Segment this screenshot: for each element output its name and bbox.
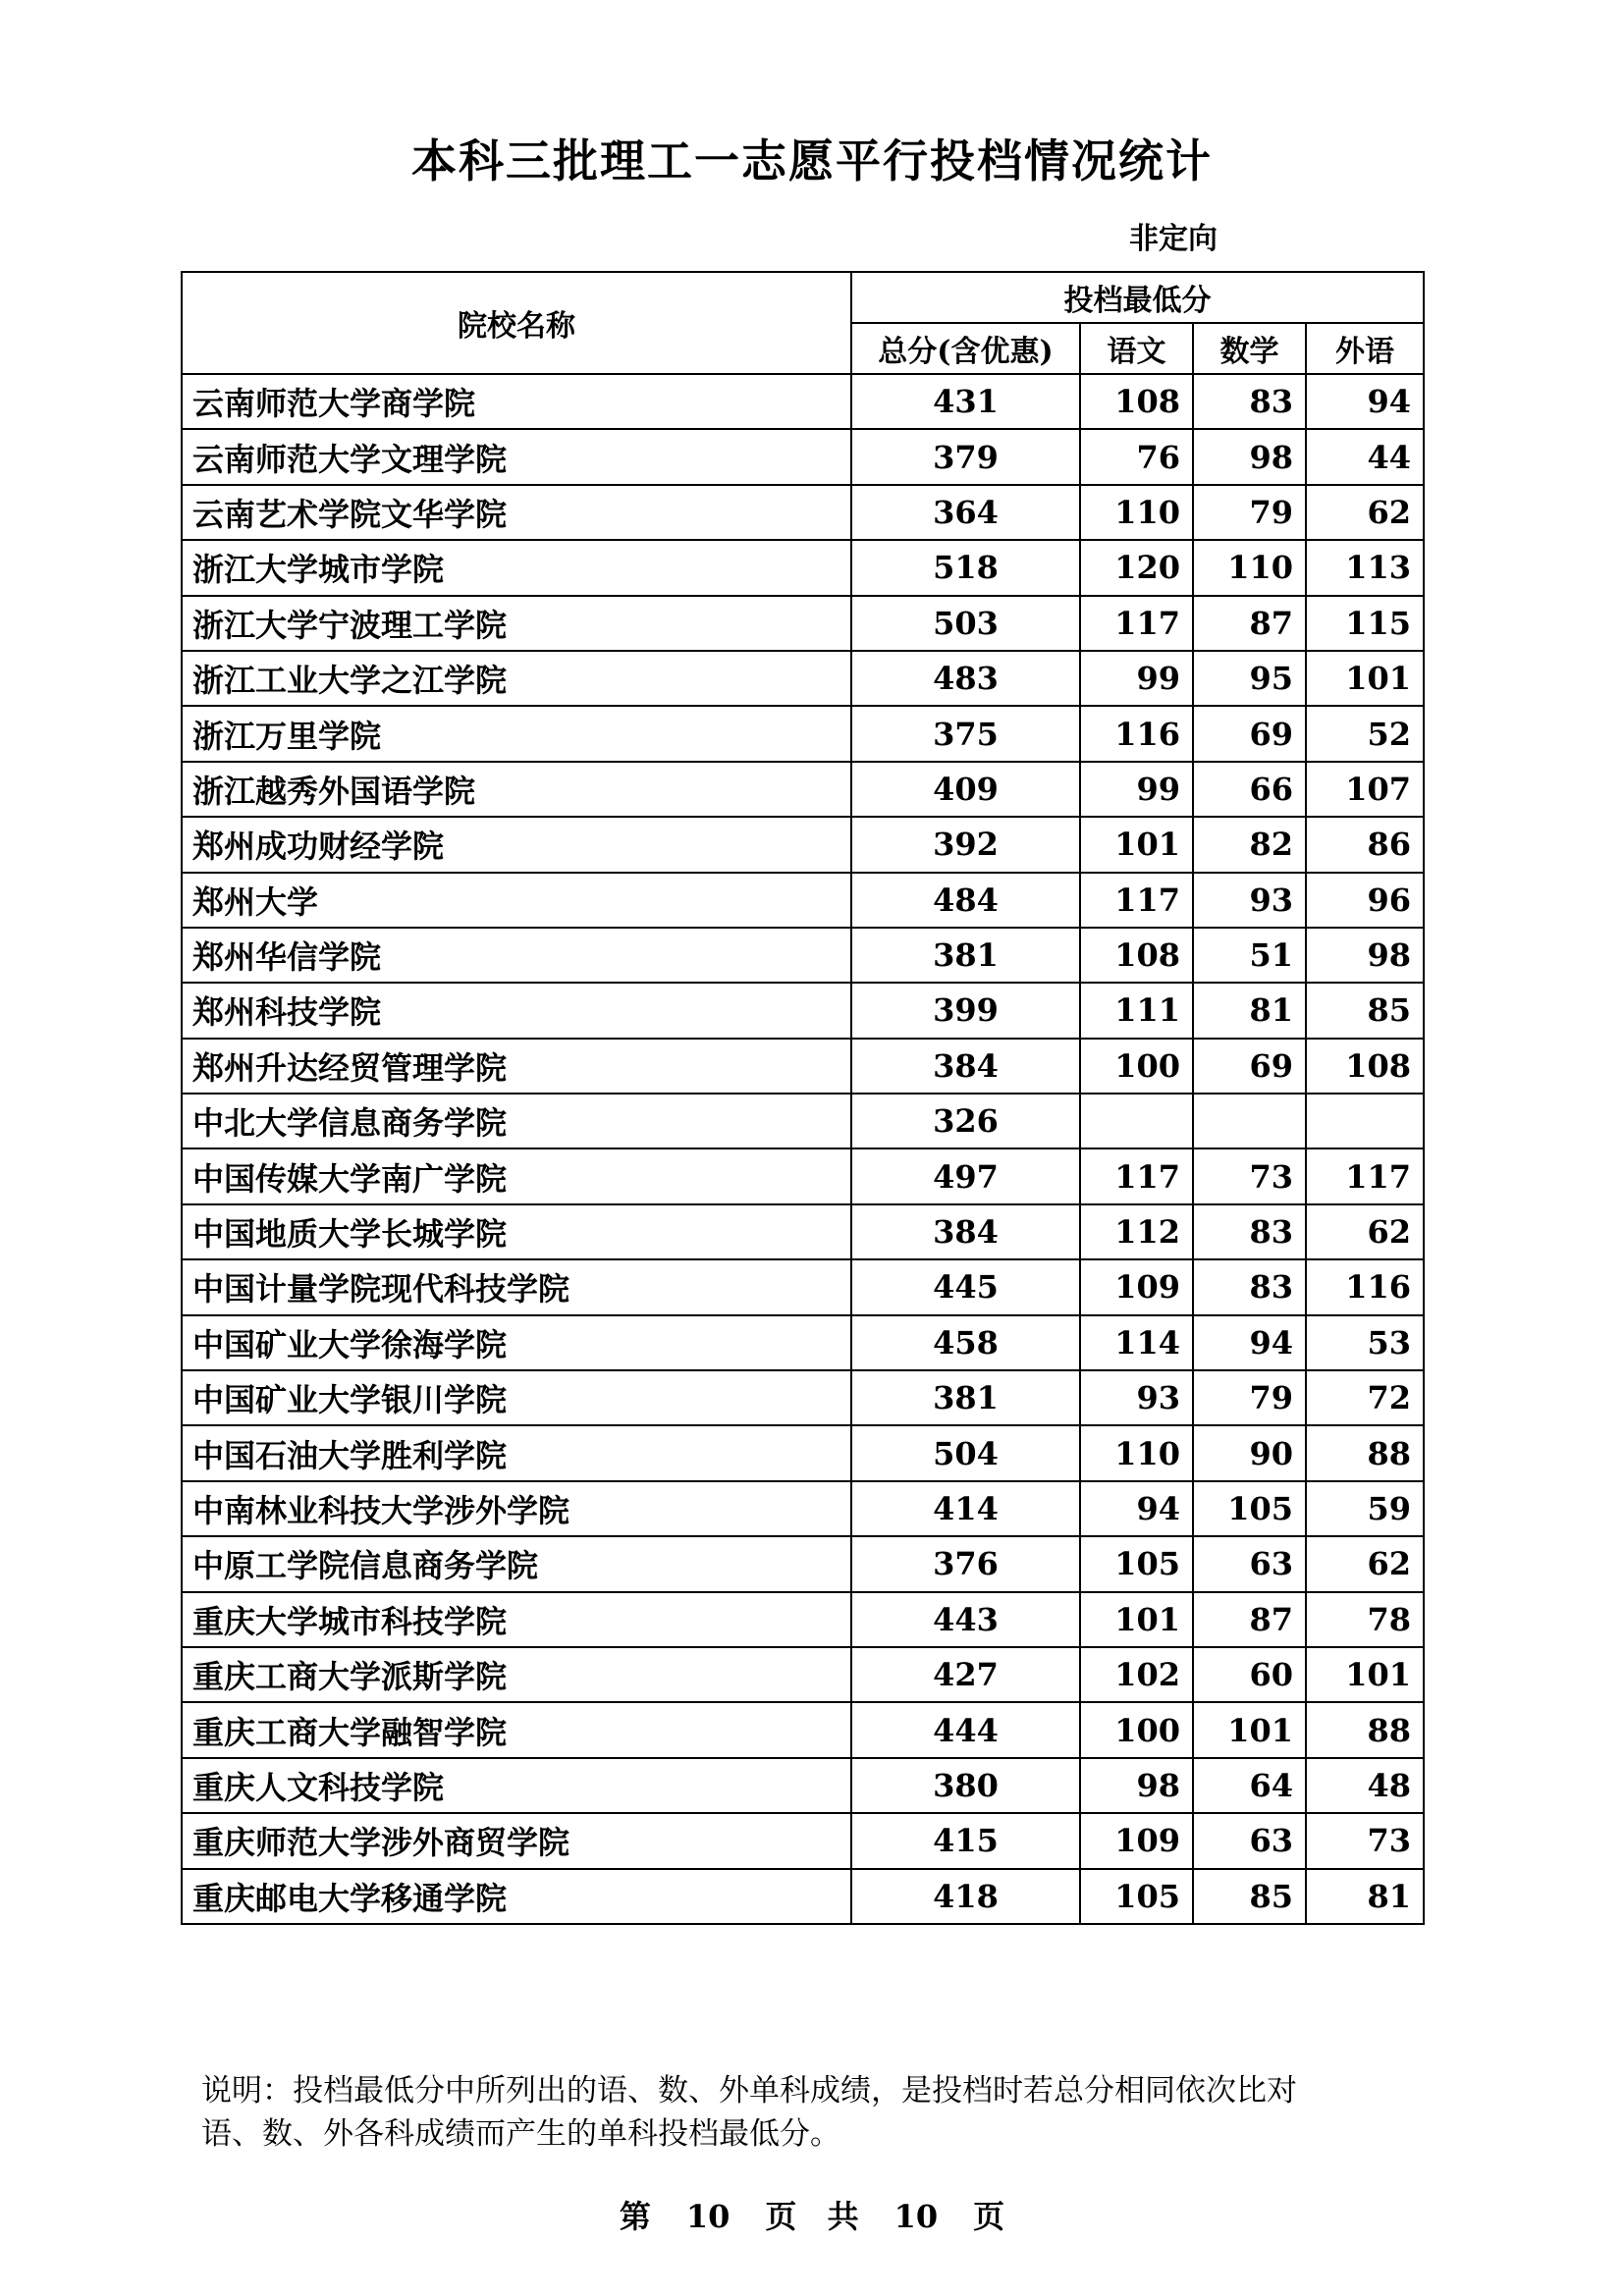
chinese-score-cell: 105 bbox=[1080, 1869, 1193, 1924]
total-score-cell: 381 bbox=[851, 1370, 1080, 1425]
page-footer bbox=[0, 2192, 1624, 2237]
math-score-cell: 66 bbox=[1193, 762, 1306, 817]
table-row bbox=[182, 1869, 1424, 1924]
english-score-cell: 107 bbox=[1306, 762, 1424, 817]
school-name-cell: 郑州大学 bbox=[182, 873, 851, 928]
total-score-cell: 381 bbox=[851, 928, 1080, 983]
school-name-cell: 郑州升达经贸管理学院 bbox=[182, 1039, 851, 1094]
math-score-cell: 87 bbox=[1193, 596, 1306, 651]
math-score-cell: 63 bbox=[1193, 1536, 1306, 1591]
english-score-cell: 116 bbox=[1306, 1259, 1424, 1314]
chinese-score-cell: 99 bbox=[1080, 651, 1193, 706]
school-name-cell: 郑州成功财经学院 bbox=[182, 817, 851, 872]
chinese-score-cell bbox=[1080, 1094, 1193, 1148]
school-name-cell: 云南师范大学文理学院 bbox=[182, 429, 851, 484]
table-row bbox=[182, 540, 1424, 595]
school-name-cell: 重庆工商大学融智学院 bbox=[182, 1702, 851, 1757]
table-row bbox=[182, 651, 1424, 706]
table-row bbox=[182, 1702, 1424, 1757]
math-score-cell: 90 bbox=[1193, 1425, 1306, 1480]
school-name-cell: 云南师范大学商学院 bbox=[182, 374, 851, 429]
table-row bbox=[182, 983, 1424, 1038]
english-score-cell: 96 bbox=[1306, 873, 1424, 928]
footer-page-number: 10 bbox=[685, 2198, 731, 2235]
math-score-cell: 83 bbox=[1193, 1259, 1306, 1314]
table-row bbox=[182, 1370, 1424, 1425]
footer-total-pages: 10 bbox=[893, 2198, 939, 2235]
school-name-cell: 云南艺术学院文华学院 bbox=[182, 485, 851, 540]
header-english: 外语 bbox=[1306, 323, 1424, 374]
chinese-score-cell: 76 bbox=[1080, 429, 1193, 484]
table-row bbox=[182, 374, 1424, 429]
footer-suffix: 页 bbox=[973, 2198, 1005, 2235]
total-score-cell: 376 bbox=[851, 1536, 1080, 1591]
chinese-score-cell: 117 bbox=[1080, 1148, 1193, 1203]
math-score-cell: 51 bbox=[1193, 928, 1306, 983]
math-score-cell: 83 bbox=[1193, 374, 1306, 429]
english-score-cell: 59 bbox=[1306, 1481, 1424, 1536]
school-name-cell: 中国地质大学长城学院 bbox=[182, 1204, 851, 1259]
math-score-cell: 87 bbox=[1193, 1592, 1306, 1647]
total-score-cell: 418 bbox=[851, 1869, 1080, 1924]
english-score-cell: 62 bbox=[1306, 1536, 1424, 1591]
math-score-cell: 73 bbox=[1193, 1148, 1306, 1203]
math-score-cell: 81 bbox=[1193, 983, 1306, 1038]
total-score-cell: 483 bbox=[851, 651, 1080, 706]
total-score-cell: 380 bbox=[851, 1758, 1080, 1813]
total-score-cell: 379 bbox=[851, 429, 1080, 484]
math-score-cell: 63 bbox=[1193, 1813, 1306, 1868]
math-score-cell: 105 bbox=[1193, 1481, 1306, 1536]
english-score-cell: 88 bbox=[1306, 1702, 1424, 1757]
total-score-cell: 504 bbox=[851, 1425, 1080, 1480]
school-name-cell: 重庆工商大学派斯学院 bbox=[182, 1647, 851, 1702]
total-score-cell: 503 bbox=[851, 596, 1080, 651]
english-score-cell: 117 bbox=[1306, 1148, 1424, 1203]
total-score-cell: 326 bbox=[851, 1094, 1080, 1148]
school-name-cell: 中国传媒大学南广学院 bbox=[182, 1148, 851, 1203]
table-row bbox=[182, 873, 1424, 928]
chinese-score-cell: 111 bbox=[1080, 983, 1193, 1038]
math-score-cell: 94 bbox=[1193, 1315, 1306, 1370]
table-row bbox=[182, 928, 1424, 983]
math-score-cell: 95 bbox=[1193, 651, 1306, 706]
table-row bbox=[182, 1259, 1424, 1314]
math-score-cell: 83 bbox=[1193, 1204, 1306, 1259]
english-score-cell: 44 bbox=[1306, 429, 1424, 484]
school-name-cell: 浙江大学城市学院 bbox=[182, 540, 851, 595]
english-score-cell: 62 bbox=[1306, 485, 1424, 540]
school-name-cell: 郑州科技学院 bbox=[182, 983, 851, 1038]
english-score-cell: 115 bbox=[1306, 596, 1424, 651]
english-score-cell: 48 bbox=[1306, 1758, 1424, 1813]
english-score-cell: 101 bbox=[1306, 1647, 1424, 1702]
table-row bbox=[182, 1813, 1424, 1868]
english-score-cell: 101 bbox=[1306, 651, 1424, 706]
math-score-cell: 98 bbox=[1193, 429, 1306, 484]
table-row bbox=[182, 1148, 1424, 1203]
table-row bbox=[182, 1204, 1424, 1259]
school-name-cell: 中北大学信息商务学院 bbox=[182, 1094, 851, 1148]
header-chinese: 语文 bbox=[1080, 323, 1193, 374]
total-score-cell: 443 bbox=[851, 1592, 1080, 1647]
english-score-cell: 113 bbox=[1306, 540, 1424, 595]
math-score-cell: 64 bbox=[1193, 1758, 1306, 1813]
page-title: 本科三批理工一志愿平行投档情况统计 bbox=[411, 134, 1213, 187]
chinese-score-cell: 105 bbox=[1080, 1536, 1193, 1591]
total-score-cell: 384 bbox=[851, 1039, 1080, 1094]
table-row bbox=[182, 1315, 1424, 1370]
total-score-cell: 399 bbox=[851, 983, 1080, 1038]
total-score-cell: 392 bbox=[851, 817, 1080, 872]
english-score-cell: 81 bbox=[1306, 1869, 1424, 1924]
english-score-cell: 53 bbox=[1306, 1315, 1424, 1370]
chinese-score-cell: 112 bbox=[1080, 1204, 1193, 1259]
chinese-score-cell: 109 bbox=[1080, 1259, 1193, 1314]
chinese-score-cell: 94 bbox=[1080, 1481, 1193, 1536]
chinese-score-cell: 101 bbox=[1080, 1592, 1193, 1647]
english-score-cell: 88 bbox=[1306, 1425, 1424, 1480]
total-score-cell: 375 bbox=[851, 706, 1080, 761]
total-score-cell: 427 bbox=[851, 1647, 1080, 1702]
chinese-score-cell: 114 bbox=[1080, 1315, 1193, 1370]
header-min-score-group: 投档最低分 bbox=[851, 272, 1424, 323]
school-name-cell: 重庆人文科技学院 bbox=[182, 1758, 851, 1813]
english-score-cell: 86 bbox=[1306, 817, 1424, 872]
header-school-name: 院校名称 bbox=[182, 272, 851, 374]
chinese-score-cell: 109 bbox=[1080, 1813, 1193, 1868]
header-math: 数学 bbox=[1193, 323, 1306, 374]
table-row bbox=[182, 817, 1424, 872]
total-score-cell: 445 bbox=[851, 1259, 1080, 1314]
math-score-cell: 101 bbox=[1193, 1702, 1306, 1757]
table-row bbox=[182, 1425, 1424, 1480]
school-name-cell: 中国矿业大学徐海学院 bbox=[182, 1315, 851, 1370]
chinese-score-cell: 100 bbox=[1080, 1039, 1193, 1094]
school-name-cell: 浙江越秀外国语学院 bbox=[182, 762, 851, 817]
school-name-cell: 重庆邮电大学移通学院 bbox=[182, 1869, 851, 1924]
english-score-cell: 108 bbox=[1306, 1039, 1424, 1094]
chinese-score-cell: 101 bbox=[1080, 817, 1193, 872]
school-name-cell: 浙江大学宁波理工学院 bbox=[182, 596, 851, 651]
total-score-cell: 497 bbox=[851, 1148, 1080, 1203]
total-score-cell: 444 bbox=[851, 1702, 1080, 1757]
school-name-cell: 郑州华信学院 bbox=[182, 928, 851, 983]
header-total-score: 总分(含优惠) bbox=[851, 323, 1080, 374]
total-score-cell: 364 bbox=[851, 485, 1080, 540]
table-row bbox=[182, 1592, 1424, 1647]
math-score-cell: 79 bbox=[1193, 1370, 1306, 1425]
english-score-cell: 52 bbox=[1306, 706, 1424, 761]
chinese-score-cell: 108 bbox=[1080, 374, 1193, 429]
table-row bbox=[182, 1536, 1424, 1591]
chinese-score-cell: 99 bbox=[1080, 762, 1193, 817]
total-score-cell: 458 bbox=[851, 1315, 1080, 1370]
school-name-cell: 中原工学院信息商务学院 bbox=[182, 1536, 851, 1591]
math-score-cell: 110 bbox=[1193, 540, 1306, 595]
table-row bbox=[182, 1647, 1424, 1702]
footer-middle: 页 共 bbox=[765, 2198, 859, 2235]
total-score-cell: 409 bbox=[851, 762, 1080, 817]
chinese-score-cell: 110 bbox=[1080, 485, 1193, 540]
chinese-score-cell: 110 bbox=[1080, 1425, 1193, 1480]
school-name-cell: 浙江万里学院 bbox=[182, 706, 851, 761]
school-name-cell: 中南林业科技大学涉外学院 bbox=[182, 1481, 851, 1536]
total-score-cell: 484 bbox=[851, 873, 1080, 928]
chinese-score-cell: 117 bbox=[1080, 873, 1193, 928]
math-score-cell: 85 bbox=[1193, 1869, 1306, 1924]
math-score-cell: 93 bbox=[1193, 873, 1306, 928]
english-score-cell: 94 bbox=[1306, 374, 1424, 429]
table-row bbox=[182, 485, 1424, 540]
footer-prefix: 第 bbox=[619, 2198, 651, 2235]
school-name-cell: 重庆大学城市科技学院 bbox=[182, 1592, 851, 1647]
english-score-cell: 78 bbox=[1306, 1592, 1424, 1647]
chinese-score-cell: 120 bbox=[1080, 540, 1193, 595]
school-name-cell: 重庆师范大学涉外商贸学院 bbox=[182, 1813, 851, 1868]
chinese-score-cell: 102 bbox=[1080, 1647, 1193, 1702]
note-line-1: 说明：投档最低分中所列出的语、数、外单科成绩，是投档时若总分相同依次比对 bbox=[201, 2073, 1297, 2109]
table-row bbox=[182, 429, 1424, 484]
english-score-cell: 62 bbox=[1306, 1204, 1424, 1259]
table-row bbox=[182, 1758, 1424, 1813]
table-row bbox=[182, 596, 1424, 651]
math-score-cell: 69 bbox=[1193, 706, 1306, 761]
chinese-score-cell: 98 bbox=[1080, 1758, 1193, 1813]
total-score-cell: 415 bbox=[851, 1813, 1080, 1868]
table-row bbox=[182, 1039, 1424, 1094]
chinese-score-cell: 100 bbox=[1080, 1702, 1193, 1757]
school-name-cell: 浙江工业大学之江学院 bbox=[182, 651, 851, 706]
math-score-cell: 69 bbox=[1193, 1039, 1306, 1094]
chinese-score-cell: 117 bbox=[1080, 596, 1193, 651]
english-score-cell: 98 bbox=[1306, 928, 1424, 983]
total-score-cell: 518 bbox=[851, 540, 1080, 595]
total-score-cell: 414 bbox=[851, 1481, 1080, 1536]
english-score-cell bbox=[1306, 1094, 1424, 1148]
math-score-cell bbox=[1193, 1094, 1306, 1148]
school-name-cell: 中国计量学院现代科技学院 bbox=[182, 1259, 851, 1314]
admission-score-table bbox=[181, 271, 1425, 1925]
total-score-cell: 431 bbox=[851, 374, 1080, 429]
explanation-note bbox=[201, 2069, 1419, 2156]
english-score-cell: 72 bbox=[1306, 1370, 1424, 1425]
chinese-score-cell: 108 bbox=[1080, 928, 1193, 983]
table-row bbox=[182, 706, 1424, 761]
school-name-cell: 中国石油大学胜利学院 bbox=[182, 1425, 851, 1480]
school-name-cell: 中国矿业大学银川学院 bbox=[182, 1370, 851, 1425]
math-score-cell: 60 bbox=[1193, 1647, 1306, 1702]
math-score-cell: 82 bbox=[1193, 817, 1306, 872]
note-line-2: 语、数、外各科成绩而产生的单科投档最低分。 bbox=[201, 2116, 840, 2152]
total-score-cell: 384 bbox=[851, 1204, 1080, 1259]
quota-type-label: 非定向 bbox=[1129, 222, 1218, 256]
math-score-cell: 79 bbox=[1193, 485, 1306, 540]
table-row bbox=[182, 1094, 1424, 1148]
english-score-cell: 73 bbox=[1306, 1813, 1424, 1868]
table-row bbox=[182, 1481, 1424, 1536]
english-score-cell: 85 bbox=[1306, 983, 1424, 1038]
chinese-score-cell: 93 bbox=[1080, 1370, 1193, 1425]
table-row bbox=[182, 762, 1424, 817]
chinese-score-cell: 116 bbox=[1080, 706, 1193, 761]
